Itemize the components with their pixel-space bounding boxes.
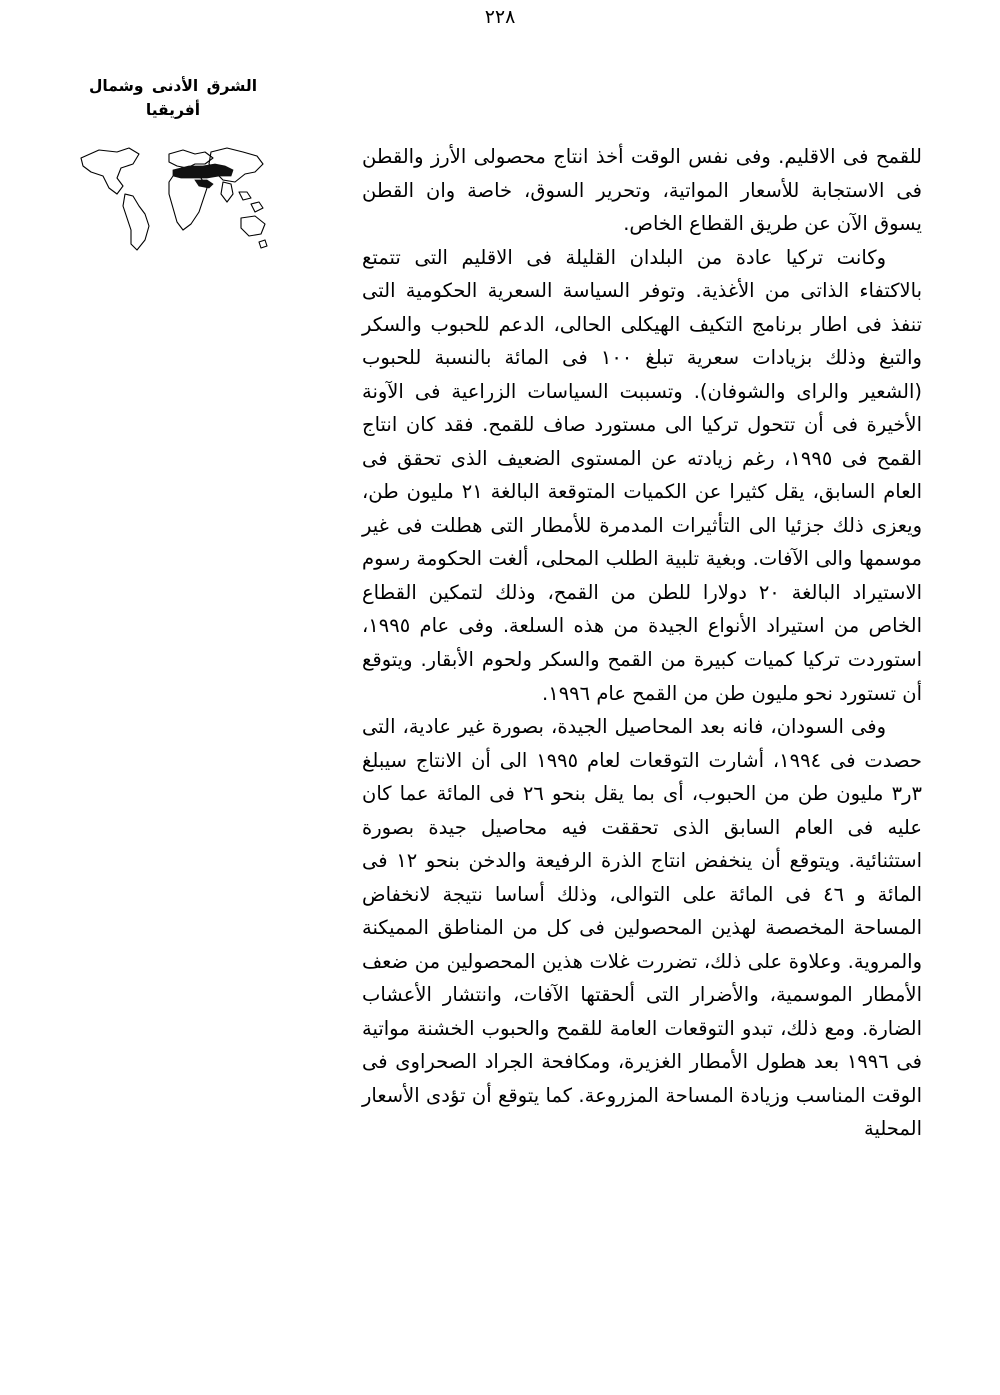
paragraph: وكانت تركيا عادة من البلدان القليلة فى الاقليم التى تتمتع بالاكتفاء الذاتى من الأغذية. وتوفر السياسة السعرية الحكومية التى تنفذ فى اطار برنامج التكيف الهيكلى الحالى، الدعم للحبوب والسكر والتبغ وذلك بزيادات سعرية تبلغ ١٠٠ فى المائة بالنسبة للحبوب (الشعير والراى والشوفان). وتسببت السياسات الزراعية فى الآونة الأخيرة فى أن تتحول تركيا الى مستورد صاف للقمح. فقد كان انتاج القمح فى ١٩٩٥، رغم زيادته عن المستوى الضعيف الذى تحقق فى العام السابق، يقل كثيرا عن الكميات المتوقعة البالغة ٢١ مليون طن، ويعزى ذلك جزئيا الى التأثيرات المدمرة للأمطار التى هطلت فى غير موسمها والى الآفات. وبغية تلبية الطلب المحلى، ألغت الحكومة رسوم الاستيراد البالغة ٢٠ دولارا للطن من القمح، وذلك لتمكين القطاع الخاص من استيراد الأنواع الجيدة من هذه السلعة. وفى عام ١٩٩٥، استوردت تركيا كميات كبيرة من القمح والسكر ولحوم الأبقار. ويتوقع أن تستورد نحو مليون طن من القمح عام ١٩٩٦. (362, 245, 922, 705)
body-text-column (362, 140, 922, 1146)
margin-note (58, 74, 288, 260)
paragraph: وفى السودان، فانه بعد المحاصيل الجيدة، بصورة غير عادية، التى حصدت فى ١٩٩٤، أشارت التوقعات لعام ١٩٩٥ الى أن الانتاج سيبلغ ٣ر٣ مليون طن من الحبوب، أى بما يقل بنحو ٢٦ فى المائة عما كان عليه فى العام السابق الذى تحققت فيه محاصيل جيدة بصورة استثنائية. ويتوقع أن ينخفض انتاج الذرة الرفيعة والدخن بنحو ١٢ فى المائة و ٤٦ فى المائة على التوالى، وذلك أساسا نتيجة لانخفاض المساحة المخصصة لهذين المحصولين فى كل من المناطق المميكنة والمروية. وعلاوة على ذلك، تضررت غلات هذين المحصولين من ضعف الأمطار الموسمية، والأضرار التى ألحقتها الآفات، وانتشار الأعشاب الضارة. ومع ذلك، تبدو التوقعات العامة للقمح والحبوب الخشنة مواتية فى ١٩٩٦ بعد هطول الأمطار الغزيرة، ومكافحة الجراد الصحراوى فى الوقت المناسب وزيادة المساحة المزروعة. كما يتوقع أن تؤدى الأسعار المحلية (362, 715, 922, 1141)
margin-note-title: الشرق الأدنى وشمال أفريقيا (88, 77, 258, 120)
paragraph: للقمح فى الاقليم. وفى نفس الوقت أخذ انتاج محصولى الأرز والقطن فى الاستجابة للأسعار المواتية، وتحرير السوق، خاصة وان القطن يسوق الآن عن طريق القطاع الخاص. (362, 145, 922, 236)
page-number: ٢٢٨ (484, 6, 516, 28)
world-map-region-icon (58, 130, 288, 260)
